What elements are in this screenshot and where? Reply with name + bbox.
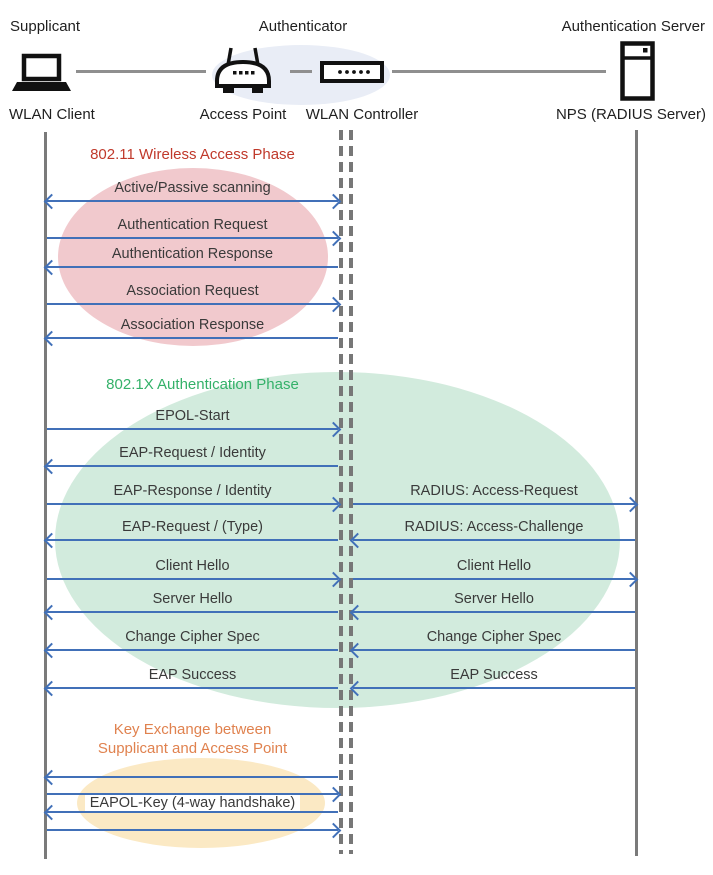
message-label: EAP Success — [450, 667, 538, 683]
arrow-left — [353, 611, 635, 613]
message-server-hello-right — [353, 591, 635, 615]
server-icon — [620, 41, 655, 101]
access-point-icon — [214, 45, 272, 101]
message-authentication-request — [47, 217, 338, 241]
phase-title-key-exchange — [47, 720, 338, 758]
message-label: Server Hello — [152, 591, 233, 607]
connector-line — [392, 70, 606, 73]
message-label: Server Hello — [454, 591, 534, 607]
message-label: Authentication Response — [111, 246, 274, 262]
arrow-left — [47, 337, 338, 339]
message-change-cipher-spec-left — [47, 629, 338, 653]
arrow-left — [353, 687, 635, 689]
message-label: Client Hello — [456, 558, 532, 574]
role-authentication-server-label: Authentication Server — [561, 18, 705, 35]
message-client-hello-right — [353, 558, 635, 582]
message-change-cipher-spec-right — [353, 629, 635, 653]
message-label: RADIUS: Access-Request — [410, 483, 578, 499]
arrow-left — [353, 539, 635, 541]
message-label: EAP-Request / Identity — [119, 445, 266, 461]
message-label: EPOL-Start — [155, 408, 230, 424]
message-radius-access-request — [353, 483, 635, 507]
wlan-controller-icon — [320, 61, 384, 83]
message-label: Active/Passive scanning — [114, 180, 271, 196]
device-radius-server-label: NPS (RADIUS Server) — [555, 106, 706, 123]
message-label: Association Response — [120, 317, 265, 333]
phase-title-key-exchange-line2: Supplicant and Access Point — [97, 740, 288, 757]
arrow-left — [47, 465, 338, 467]
arrow-eapol-key-4 — [47, 829, 338, 831]
message-scanning — [47, 180, 338, 204]
arrow-right — [353, 503, 635, 505]
message-label: Authentication Request — [117, 217, 268, 233]
arrow-left — [47, 687, 338, 689]
arrow-left — [47, 611, 338, 613]
arrow-right — [47, 503, 338, 505]
arrow-right — [353, 578, 635, 580]
message-association-response — [47, 317, 338, 341]
laptop-icon — [10, 53, 72, 93]
message-label: EAP Success — [148, 667, 237, 683]
connector-line — [290, 70, 312, 73]
message-client-hello-left — [47, 558, 338, 582]
device-access-point-label: Access Point — [199, 106, 287, 123]
message-radius-access-challenge — [353, 519, 635, 543]
arrow-left — [47, 266, 338, 268]
message-label: Client Hello — [155, 558, 230, 574]
arrow-bidirectional — [47, 200, 338, 202]
arrow-right — [47, 578, 338, 580]
device-wlan-client-label: WLAN Client — [9, 106, 95, 123]
arrow-right — [47, 303, 338, 305]
message-label: Change Cipher Spec — [426, 629, 562, 645]
arrow-right — [47, 428, 338, 430]
role-supplicant-label: Supplicant — [10, 18, 81, 35]
role-authenticator-label: Authenticator — [258, 18, 348, 35]
device-wlan-controller-label: WLAN Controller — [305, 106, 419, 123]
message-eap-request-identity — [47, 445, 338, 469]
arrow-right — [47, 237, 338, 239]
arrow-left — [47, 539, 338, 541]
phase-title-wireless-access: 802.11 Wireless Access Phase — [90, 146, 295, 163]
message-eap-request-type — [47, 519, 338, 543]
message-label: Change Cipher Spec — [125, 629, 260, 645]
message-eap-success-left — [47, 667, 338, 691]
connector-line — [76, 70, 206, 73]
message-server-hello-left — [47, 591, 338, 615]
message-eap-response-identity — [47, 483, 338, 507]
phase-title-authentication: 802.1X Authentication Phase — [106, 376, 299, 393]
message-eap-success-right — [353, 667, 635, 691]
message-label: EAP-Response / Identity — [113, 483, 272, 499]
arrow-eapol-key-1 — [47, 776, 338, 778]
arrow-left — [353, 649, 635, 651]
message-label: EAP-Request / (Type) — [121, 519, 264, 535]
lifeline-radius-server — [635, 130, 638, 856]
message-label: RADIUS: Access-Challenge — [404, 519, 584, 535]
message-label: EAPOL-Key (4-way handshake) — [85, 795, 301, 811]
message-epol-start — [47, 408, 338, 432]
message-authentication-response — [47, 246, 338, 270]
message-association-request — [47, 283, 338, 307]
arrow-left — [47, 649, 338, 651]
message-eapol-key — [47, 794, 338, 812]
phase-title-key-exchange-line1: Key Exchange between — [113, 721, 272, 738]
message-label: Association Request — [126, 283, 259, 299]
